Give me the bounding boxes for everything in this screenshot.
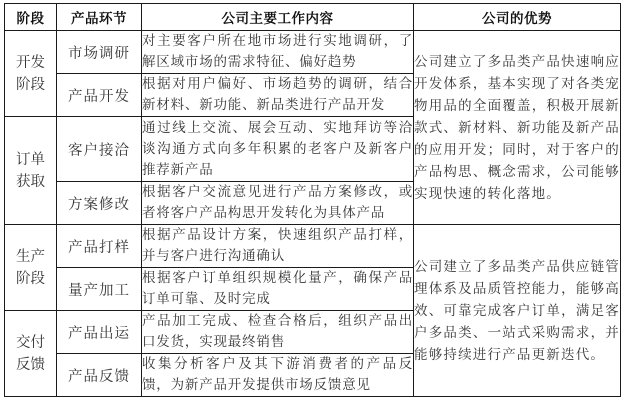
stage-label: 交付反馈 [16,334,45,373]
stage-label: 生产阶段 [16,248,45,287]
step-cell: 产品打样 [57,225,142,268]
step-cell: 客户接洽 [57,117,142,182]
work-cell: 根据客户订单组织规模化量产，确保产品订单可靠、及时完成 [142,268,414,311]
table-row [5,225,621,268]
stage-cell-development [5,31,57,117]
work-cell: 对主要客户所在地市场进行实地调研，了解区域市场的需求特征、偏好趋势 [142,31,414,74]
header-row [5,4,621,31]
work-cell: 根据对用户偏好、市场趋势的调研，结合新材料、新功能、新品类进行产品开发 [142,74,414,117]
work-cell: 产品加工完成、检查合格后，组织产品出口发货，实现最终销售 [142,311,414,354]
stage-label: 订单获取 [16,151,45,190]
header-advantage: 公司的优势 [414,4,621,31]
step-cell: 产品反馈 [57,354,142,397]
header-stage: 阶段 [5,4,57,31]
advantage-cell-production: 公司建立了多品类产品供应链管理体系及品质管控能力，能够高效、可靠完成客户订单，满足客户多品类、一站式采购需求，并能够持续进行产品更新迭代。 [414,225,621,397]
step-cell: 产品出运 [57,311,142,354]
stage-cell-order [5,117,57,225]
work-cell: 通过线上交流、展会互动、实地拜访等洽谈沟通方式向多年积累的老客户及新客户推荐新产品 [142,117,414,182]
step-cell: 市场调研 [57,31,142,74]
work-cell: 根据产品设计方案，快速组织产品打样，并与客户进行沟通确认 [142,225,414,268]
stage-label: 开发阶段 [16,54,45,93]
work-cell: 根据客户交流意见进行产品方案修改，或者将客户产品构思开发转化为具体产品 [142,182,414,225]
step-cell: 方案修改 [57,182,142,225]
advantage-cell-development: 公司建立了多品类产品快速响应开发体系，基本实现了对各类宠物用品的全面覆盖，积极开展新款式、新材料、新功能及新产品的应用开发；同时，对于客户的产品构思、概念需求，公司能够实现快速的转化落地。 [414,31,621,225]
business-process-table [4,3,621,397]
stage-cell-production [5,225,57,311]
header-work: 公司主要工作内容 [142,4,414,31]
work-cell: 收集分析客户及其下游消费者的产品反馈，为新产品开发提供市场反馈意见 [142,354,414,397]
step-cell: 产品开发 [57,74,142,117]
header-step: 产品环节 [57,4,142,31]
step-cell: 量产加工 [57,268,142,311]
table-row [5,31,621,74]
stage-cell-delivery [5,311,57,397]
